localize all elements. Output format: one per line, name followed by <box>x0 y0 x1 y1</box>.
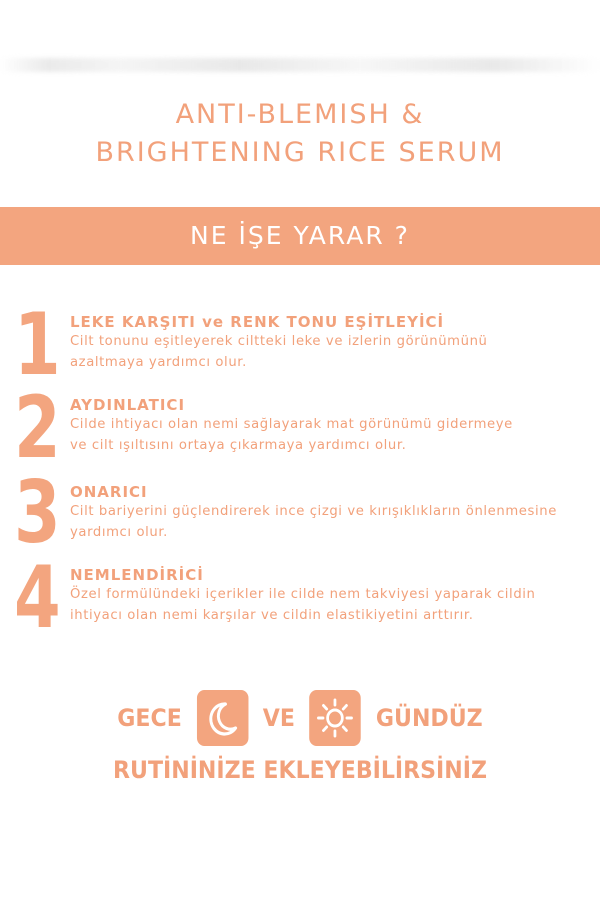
routine-line2: RUTİNİNİZE EKLEYEBİLİRSİNİZ <box>113 756 487 784</box>
benefit-item-2 <box>0 378 600 478</box>
benefit-heading: AYDINLATICI <box>70 396 186 414</box>
benefit-description-line1: Cilt bariyerini güçlendirerek ince çizgi ve kırışıklıkların önlenmesine <box>70 504 557 519</box>
moon-icon <box>197 690 249 746</box>
benefit-description <box>70 415 592 456</box>
routine-day-label: GÜNDÜZ <box>375 704 483 732</box>
top-blur-strip <box>0 58 600 72</box>
routine-night-label: GECE <box>117 704 182 732</box>
section-banner <box>0 207 600 265</box>
benefit-description <box>70 332 592 373</box>
benefit-description-line1: Cilde ihtiyacı olan nemi sağlayarak mat görünümü gidermeye <box>70 417 513 432</box>
routine-and-label: VE <box>262 704 295 732</box>
benefit-heading: NEMLENDİRİCİ <box>70 566 204 584</box>
benefit-number: 2 <box>14 378 61 478</box>
sun-icon <box>310 690 362 746</box>
benefit-number: 1 <box>14 295 61 395</box>
benefit-heading: ONARICI <box>70 483 148 501</box>
benefit-description-line1: Özel formülündeki içerikler ile cilde nem takviyesi yaparak cildin <box>70 587 536 602</box>
benefit-number: 3 <box>14 463 61 563</box>
benefit-number: 4 <box>14 548 61 648</box>
benefit-item-4 <box>0 548 600 648</box>
benefit-description-line1: Cilt tonunu eşitleyerek ciltteki leke ve izlerin görünümünü <box>70 334 488 349</box>
benefit-item-1 <box>0 295 600 395</box>
benefit-item-3 <box>0 463 600 563</box>
benefit-description <box>70 502 592 543</box>
benefit-description-line2: yardımcı olur. <box>70 524 168 540</box>
benefit-description <box>70 585 592 626</box>
product-title <box>0 96 600 172</box>
product-title-line2: BRIGHTENING RICE SERUM <box>95 137 505 168</box>
section-banner-label: NE İŞE YARAR ? <box>190 221 410 250</box>
benefit-description-line2: azaltmaya yardımcı olur. <box>70 354 247 370</box>
benefit-heading: LEKE KARŞITI ve RENK TONU EŞİTLEYİCİ <box>70 313 445 331</box>
routine-line1 <box>24 690 576 746</box>
benefit-description-line2: ve cilt ışıltısını ortaya çıkarmaya yardımcı olur. <box>70 437 407 453</box>
benefit-description-line2: ihtiyacı olan nemi karşılar ve cildin elastikiyetini arttırır. <box>70 607 474 623</box>
product-title-line1: ANTI-BLEMISH & <box>175 99 425 130</box>
